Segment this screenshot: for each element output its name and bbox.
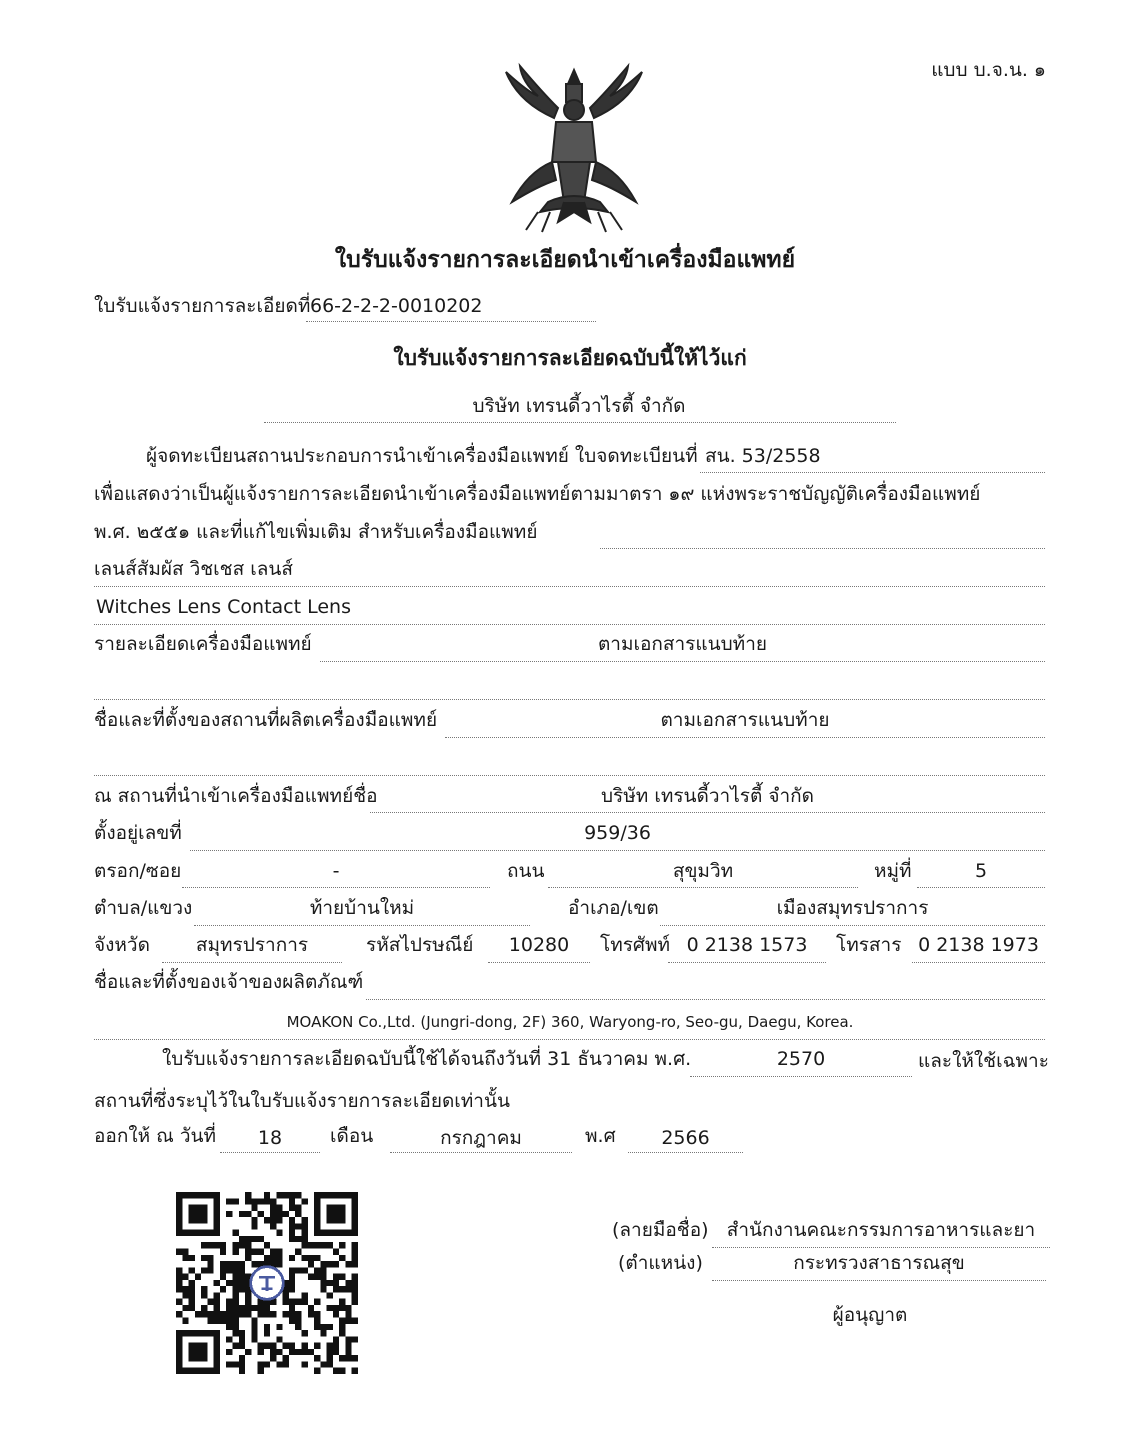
district-underline [660,925,1045,926]
district-value: เมืองสมุทรปราการ [776,897,929,919]
province-underline [162,962,342,963]
scope-text: สถานที่ซึ่งระบุไว้ในใบรับแจ้งรายการละเอียดเท่านั้น [94,1090,510,1112]
device-th-underline [94,586,1045,587]
issue-month: กรกฎาคม [440,1127,522,1149]
validity-text: ใบรับแจ้งรายการละเอียดฉบับนี้ใช้ได้จนถึงวันที่ 31 ธันวาคม พ.ศ. [162,1048,692,1070]
signature-value: สำนักงานคณะกรรมการอาหารและยา [726,1219,1036,1241]
district-label: อำเภอ/เขต [568,897,659,919]
company-name: บริษัท เทรนดี้วาไรตี้ จำกัด [472,395,686,417]
registration-underline [700,472,1045,473]
registration-number: สน. 53/2558 [705,445,821,467]
moo-underline [917,887,1045,888]
owner-underline [366,999,1045,1000]
form-code: แบบ บ.จ.น. ๑ [931,59,1046,81]
road-value: สุขุมวิท [672,860,734,882]
ref-underline [306,321,596,322]
postcode-underline [488,962,590,963]
validity-underline [690,1076,912,1077]
subdistrict-underline [194,925,530,926]
device-name-en: Witches Lens Contact Lens [96,596,351,618]
phone-label: โทรศัพท์ [600,934,671,956]
address-number: 959/36 [584,822,651,844]
address-number-label: ตั้งอยู่เลขที่ [94,822,182,844]
ref-number: 66-2-2-2-0010202 [310,295,483,317]
garuda-emblem-icon [498,62,650,234]
detail-value: ตามเอกสารแนบท้าย [597,633,768,655]
device-en-underline [94,624,1045,625]
owner-underline-2 [94,1039,1045,1040]
province-value: สมุทรปราการ [195,934,309,956]
issue-day-underline [220,1152,320,1153]
issue-day: 18 [257,1127,283,1149]
issue-year: 2566 [661,1127,710,1149]
company-underline [264,422,896,423]
owner-value: MOAKON Co.,Ltd. (Jungri-dong, 2F) 360, Waryong-ro, Seo-gu, Daegu, Korea. [286,1013,854,1031]
owner-label: ชื่อและที่ตั้งของเจ้าของผลิตภัณฑ์ [94,971,364,993]
import-place-underline [370,812,1045,813]
signature-underline [712,1247,1050,1248]
validity-suffix: และให้ใช้เฉพาะ [918,1050,1049,1072]
fax-underline [912,962,1045,963]
document-title: ใบรับแจ้งรายการละเอียดนำเข้าเครื่องมือแพทย์ [334,247,796,273]
soi-value: - [332,860,340,882]
detail-underline [320,661,1045,662]
law-underline [600,548,1045,549]
device-name-th: เลนส์สัมผัส วิชเชส เลนส์ [94,558,293,580]
position-value: กระทรวงสาธารณสุข [793,1252,965,1274]
issue-date-label: ออกให้ ณ วันที่ [94,1125,217,1147]
moo-value: 5 [974,860,988,882]
law-line-2: พ.ศ. ๒๕๕๑ และที่แก้ไขเพิ่มเติม สำหรับเครื่องมือแพทย์ [94,521,538,543]
issued-to-heading: ใบรับแจ้งรายการละเอียดฉบับนี้ให้ไว้แก่ [393,346,747,370]
law-line-1: เพื่อแสดงว่าเป็นผู้แจ้งรายการละเอียดนำเข้าเครื่องมือแพทย์ตามมาตรา ๑๙ แห่งพระราชบัญญัติเครื่องมือแพทย์ [94,483,981,505]
position-label: (ตำแหน่ง) [618,1252,703,1274]
approver-label: ผู้อนุญาต [832,1304,908,1326]
address-number-underline [190,850,1045,851]
ref-label: ใบรับแจ้งรายการละเอียดที่ [94,295,311,317]
province-label: จังหวัด [94,934,150,956]
issue-month-underline [390,1152,572,1153]
signature-label: (ลายมือชื่อ) [612,1219,709,1241]
import-place-value: บริษัท เทรนดี้วาไรตี้ จำกัด [600,785,815,807]
registration-text: ผู้จดทะเบียนสถานประกอบการนำเข้าเครื่องมือแพทย์ ใบจดทะเบียนที่ [146,445,698,467]
moo-label: หมู่ที่ [874,860,912,882]
detail-label: รายละเอียดเครื่องมือแพทย์ [94,633,312,655]
fax-label: โทรสาร [836,934,902,956]
fax-value: 0 2138 1973 [918,934,1039,956]
postcode-label: รหัสไปรษณีย์ [366,934,474,956]
year-label: พ.ศ [585,1125,616,1147]
month-label: เดือน [330,1125,374,1147]
manufacturer-underline-2 [94,775,1045,776]
phone-underline [668,962,826,963]
phone-value: 0 2138 1573 [686,934,808,956]
postcode-value: 10280 [508,934,570,956]
detail-underline-2 [94,699,1045,700]
position-underline [712,1280,1046,1281]
soi-underline [182,887,490,888]
soi-label: ตรอก/ซอย [94,860,182,882]
manufacturer-label: ชื่อและที่ตั้งของสถานที่ผลิตเครื่องมือแพทย์ [94,709,438,731]
subdistrict-value: ท้ายบ้านใหม่ [309,897,415,919]
issue-year-underline [628,1152,743,1153]
road-underline [548,887,858,888]
manufacturer-underline [445,737,1045,738]
validity-year: 2570 [776,1048,826,1070]
subdistrict-label: ตำบล/แขวง [94,897,193,919]
import-place-label: ณ สถานที่นำเข้าเครื่องมือแพทย์ชื่อ [94,785,378,807]
road-label: ถนน [507,860,545,882]
manufacturer-value: ตามเอกสารแนบท้าย [660,709,830,731]
qr-code-icon [176,1192,358,1374]
